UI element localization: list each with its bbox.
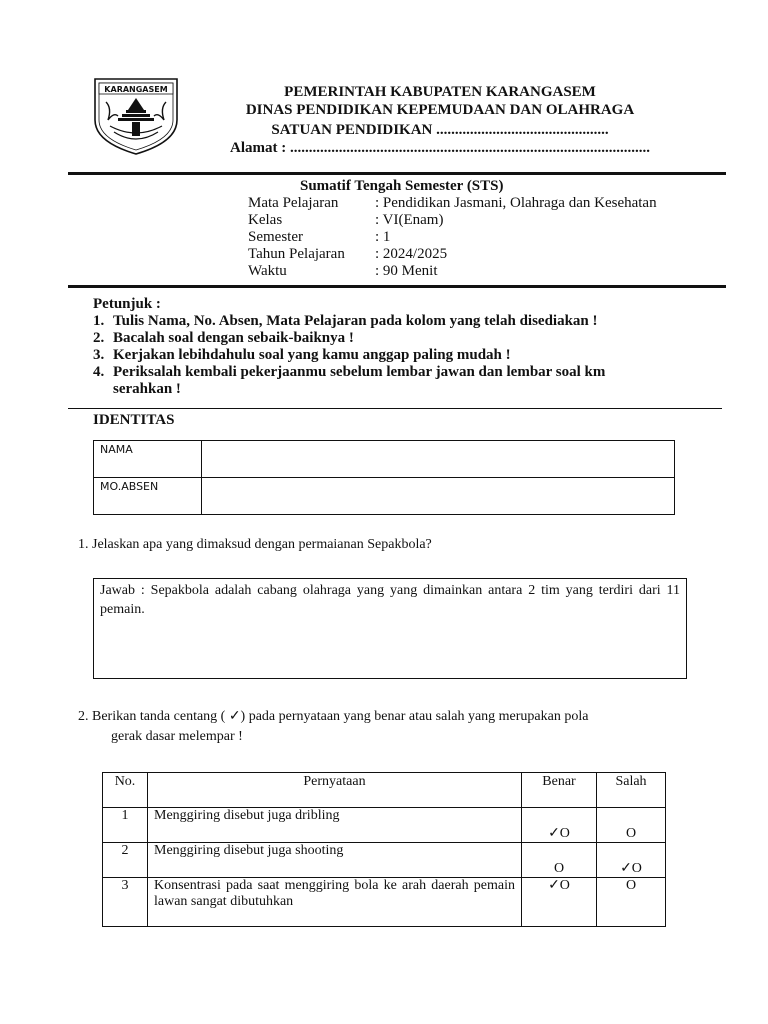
instruction-number: 2. [93, 330, 105, 346]
identity-table [93, 440, 675, 515]
meta-class-row [248, 212, 657, 229]
identity-row-name [94, 441, 675, 478]
false-mark: O [625, 826, 637, 841]
instruction-item [93, 364, 653, 398]
meta-value: : 2024/2025 [375, 246, 448, 262]
identity-label: NAMA [94, 441, 202, 478]
meta-value: : Pendidikan Jasmani, Olahraga dan Kesehatan [375, 195, 657, 211]
instruction-text: Periksalah kembali pekerjaanmu sebelum lembar jawan dan lembar soal km serahkan ! [113, 364, 606, 397]
false-mark: O [625, 878, 637, 893]
identity-title: IDENTITAS [93, 412, 175, 428]
absen-field[interactable] [202, 478, 675, 515]
header-office: DINAS PENDIDIKAN KEPEMUDAAN DAN OLAHRAGA [245, 102, 635, 118]
name-field[interactable] [202, 441, 675, 478]
logo-text: KARANGASEM [104, 85, 168, 94]
false-option[interactable] [597, 843, 666, 878]
meta-label: Tahun Pelajaran [248, 246, 345, 262]
question-number: 1. [78, 537, 89, 552]
header-government: PEMERINTAH KABUPATEN KARANGASEM [284, 84, 596, 100]
instruction-number: 3. [93, 347, 105, 363]
instruction-item [93, 347, 653, 364]
row-number: 2 [103, 843, 148, 878]
header-divider [68, 172, 726, 175]
question-2 [78, 707, 698, 727]
true-mark: ✓O [548, 826, 570, 841]
instruction-item [93, 330, 653, 347]
instructions [93, 296, 653, 398]
false-option[interactable] [597, 878, 666, 927]
instructions-divider [68, 408, 722, 409]
answer-box[interactable]: Jawab : Sepakbola adalah cabang olahraga yang yang dimainkan antara 2 tim yang terdiri dari 11 pemain. [93, 578, 687, 679]
table-row [103, 808, 666, 843]
instructions-title: Petunjuk : [93, 296, 161, 312]
question-1 [78, 535, 432, 555]
instruction-item [93, 313, 653, 330]
header-school-unit: SATUAN PENDIDIKAN .............................................. [271, 122, 609, 138]
instruction-number: 4. [93, 364, 105, 380]
instruction-text: Kerjakan lebihdahulu soal yang kamu anggap paling mudah ! [113, 347, 511, 363]
meta-label: Kelas [248, 212, 283, 228]
row-statement: Menggiring disebut juga dribling [148, 808, 522, 843]
meta-subject-row [248, 195, 657, 212]
true-option[interactable] [522, 808, 597, 843]
question-2-continued: gerak dasar melempar ! [111, 729, 243, 744]
meta-year-row [248, 246, 657, 263]
row-statement: Konsentrasi pada saat menggiring bola ke arah daerah pemain lawan sangat dibutuhkan [148, 878, 522, 927]
header-no: No. [103, 773, 148, 808]
table-header-row [103, 773, 666, 808]
true-mark: ✓O [548, 878, 570, 893]
identity-row-absen [94, 478, 675, 515]
instruction-number: 1. [93, 313, 105, 329]
meta-label: Mata Pelajaran [248, 195, 339, 211]
karangasem-logo [92, 76, 180, 156]
meta-label: Semester [248, 229, 303, 245]
instruction-text: Bacalah soal dengan sebaik-baiknya ! [113, 330, 354, 346]
statement-table [102, 772, 666, 927]
meta-semester-row [248, 229, 657, 246]
row-statement: Menggiring disebut juga shooting [148, 843, 522, 878]
table-row [103, 843, 666, 878]
true-option[interactable] [522, 843, 597, 878]
false-option[interactable] [597, 808, 666, 843]
instructions-list [93, 313, 653, 398]
exam-title: Sumatif Tengah Semester (STS) [300, 178, 504, 194]
header-true: Benar [522, 773, 597, 808]
true-mark: O [553, 861, 565, 876]
row-number: 1 [103, 808, 148, 843]
header-statement: Pernyataan [148, 773, 522, 808]
question-number: 2. [78, 709, 89, 724]
question-text: Berikan tanda centang ( ✓) pada pernyataan yang benar atau salah yang merupakan pola [92, 709, 589, 724]
meta-value: : VI(Enam) [375, 212, 444, 228]
instruction-text: Tulis Nama, No. Absen, Mata Pelajaran pada kolom yang telah disediakan ! [113, 313, 598, 329]
true-option[interactable] [522, 878, 597, 927]
header-address: Alamat : ................................................................................................ [230, 140, 650, 156]
question-text: Jelaskan apa yang dimaksud dengan permaianan Sepakbola? [92, 537, 432, 552]
meta-value: : 90 Menit [375, 263, 438, 279]
row-number: 3 [103, 878, 148, 927]
meta-time-row [248, 263, 657, 280]
header-false: Salah [597, 773, 666, 808]
meta-label: Waktu [248, 263, 287, 279]
identity-label: MO.ABSEN [94, 478, 202, 515]
table-row [103, 878, 666, 927]
exam-meta [248, 195, 657, 280]
meta-value: : 1 [375, 229, 391, 245]
meta-divider [68, 285, 726, 288]
false-mark: ✓O [620, 861, 642, 876]
